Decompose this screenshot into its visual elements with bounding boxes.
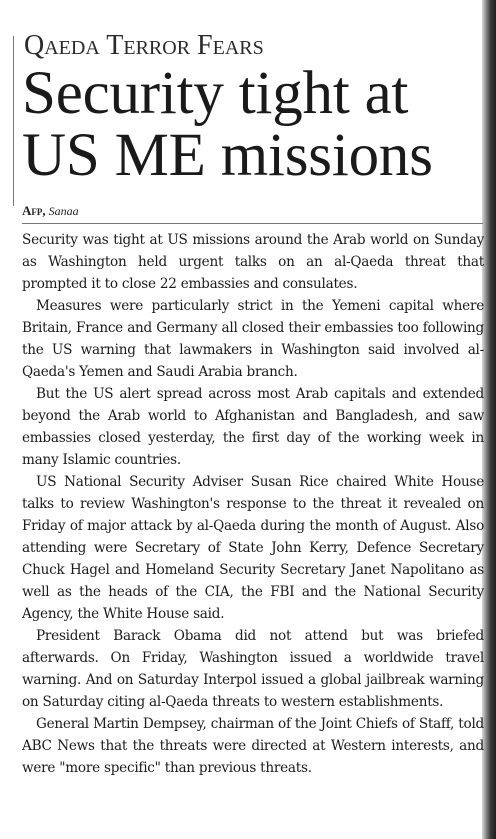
byline-place: Sanaa (48, 204, 79, 218)
article-body (22, 229, 484, 779)
article-paragraph: General Martin Dempsey, chairman of the Joint Chiefs of Staff, told ABC News that the threats were directed at Western interests, and were "more specific" than previous threats. (22, 716, 484, 776)
article-paragraph: US National Security Adviser Susan Rice chaired White House talks to review Washington's response to the threat it revealed on Friday of major attack by al-Qaeda during the month of August. Also attending were Secretary of State John Kerry, Defence Secretary Chuck Hagel and Homeland Security Secretary Janet Napolitano as well as the heads of the CIA, the FBI and the National Security Agency, the White House said. (22, 474, 484, 622)
headline-left-rule (13, 36, 14, 206)
headline-line-2: US ME missions (22, 122, 433, 189)
article-paragraph: President Barack Obama did not attend but was briefed afterwards. On Friday, Washington issued a worldwide travel warning. And on Saturday Interpol issued a global jailbreak warning on Saturday citing al-Qaeda threats to western establishments. (22, 628, 484, 710)
headline-line-1: Security tight at (22, 60, 409, 127)
article-paragraph: Measures were particularly strict in the Yemeni capital where Britain, France and Germany all closed their embassies too following the US warning that lawmakers in Washington said involved al-Qaeda's Yemen and Saudi Arabia branch. (22, 298, 484, 380)
article-paragraph: But the US alert spread across most Arab capitals and extended beyond the Arab world to Afghanistan and Bangladesh, and saw embassies closed yesterday, the first day of the working week in many Islamic countries. (22, 386, 484, 468)
byline-divider (22, 223, 483, 224)
kicker-label: Qaeda Terror Fears (24, 30, 264, 61)
byline (22, 203, 79, 219)
headline (22, 60, 492, 189)
byline-agency: Afp, (22, 203, 46, 218)
article-paragraph: Security was tight at US missions around the Arab world on Sunday as Washington held urgent talks on an al-Qaeda threat that prompted it to close 22 embassies and consulates. (22, 232, 484, 292)
